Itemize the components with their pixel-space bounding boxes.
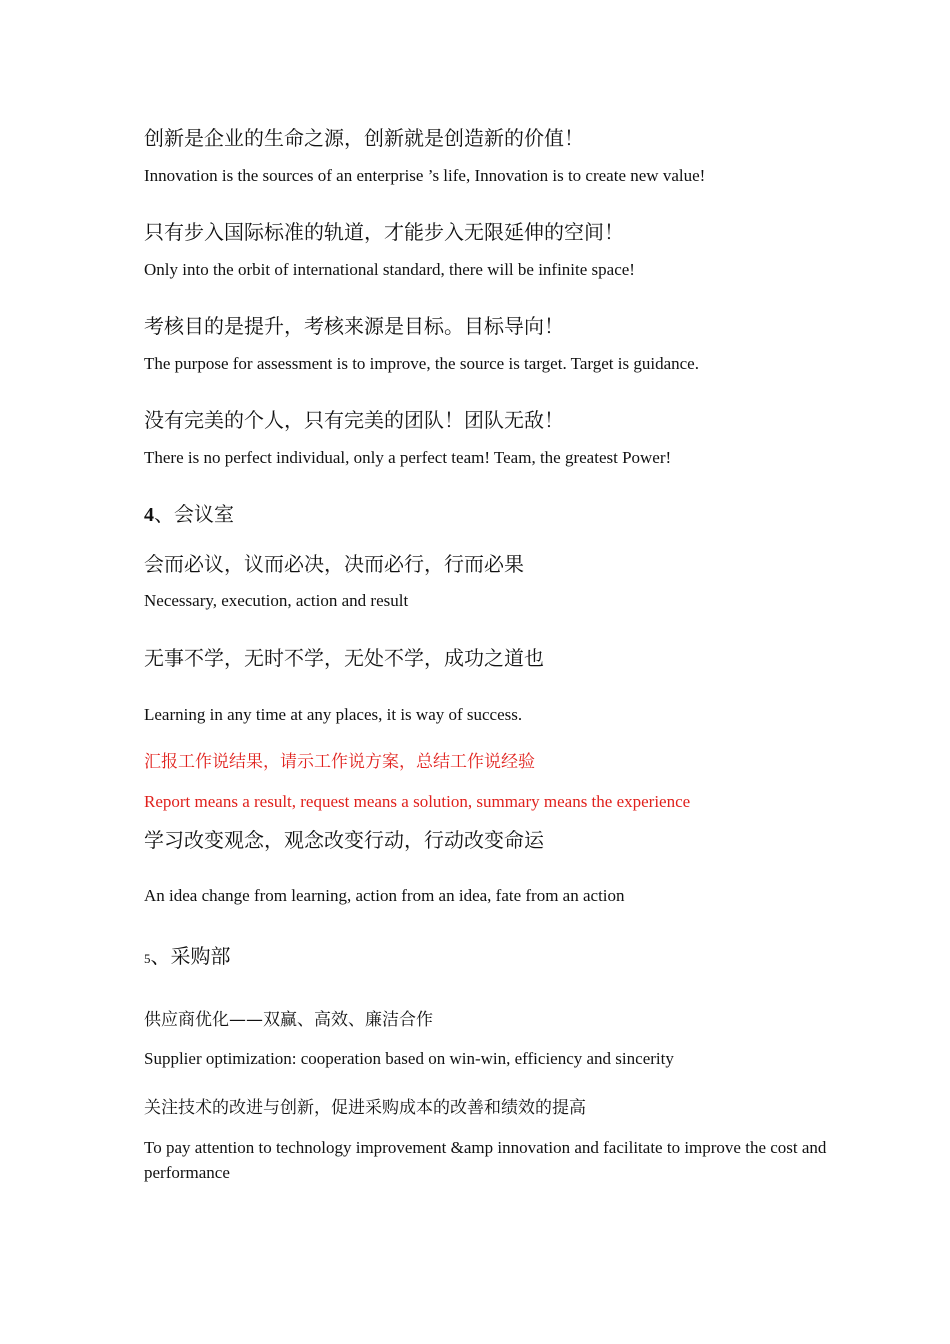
- slogan-zh-1: 创新是企业的生命之源，创新就是创造新的价值！: [144, 126, 584, 150]
- meeting-zh-2: 无事不学，无时不学，无处不学，成功之道也: [144, 646, 544, 670]
- meeting-zh-3: 汇报工作说结果，请示工作说方案，总结工作说经验: [144, 752, 535, 772]
- slogan-zh-3: 考核目的是提升，考核来源是目标。目标导向！: [144, 314, 564, 338]
- meeting-en-2: Learning in any time at any places, it is way of success.: [144, 705, 523, 724]
- purchasing-en-1: Supplier optimization: cooperation based on win-win, efficiency and sincerity: [144, 1049, 674, 1068]
- purchasing-zh-1: 供应商优化——双赢、高效、廉洁合作: [144, 1010, 433, 1030]
- section-4-heading: [144, 498, 234, 527]
- section-4-title: 、会议室: [154, 502, 234, 526]
- slogan-en-1: Innovation is the sources of an enterprise ’s life, Innovation is to create new value!: [144, 166, 706, 185]
- section-5-heading: [144, 940, 231, 969]
- meeting-en-1: Necessary, execution, action and result: [144, 591, 409, 610]
- purchasing-zh-2: 关注技术的改进与创新，促进采购成本的改善和绩效的提高: [144, 1098, 586, 1118]
- section-5-number: 5: [144, 951, 151, 966]
- section-5-title: 、采购部: [150, 944, 231, 968]
- slogan-en-2: Only into the orbit of international standard, there will be infinite space!: [144, 260, 635, 279]
- purchasing-en-2: To pay attention to technology improvement &amp innovation and facilitate to improve the cost and performance: [144, 1138, 827, 1182]
- meeting-zh-4: 学习改变观念，观念改变行动，行动改变命运: [144, 828, 544, 852]
- meeting-en-3: Report means a result, request means a solution, summary means the experience: [144, 792, 691, 811]
- meeting-zh-1: 会而必议，议而必决，决而必行，行而必果: [144, 552, 524, 576]
- slogan-en-3: The purpose for assessment is to improve, the source is target. Target is guidance.: [144, 354, 699, 373]
- slogan-en-4: There is no perfect individual, only a perfect team! Team, the greatest Power!: [144, 448, 672, 467]
- meeting-en-4: An idea change from learning, action from an idea, fate from an action: [144, 886, 625, 905]
- slogan-zh-2: 只有步入国际标准的轨道，才能步入无限延伸的空间！: [144, 220, 624, 244]
- slogan-zh-4: 没有完美的个人，只有完美的团队！团队无敌！: [144, 408, 564, 432]
- section-4-number: 4: [144, 504, 154, 526]
